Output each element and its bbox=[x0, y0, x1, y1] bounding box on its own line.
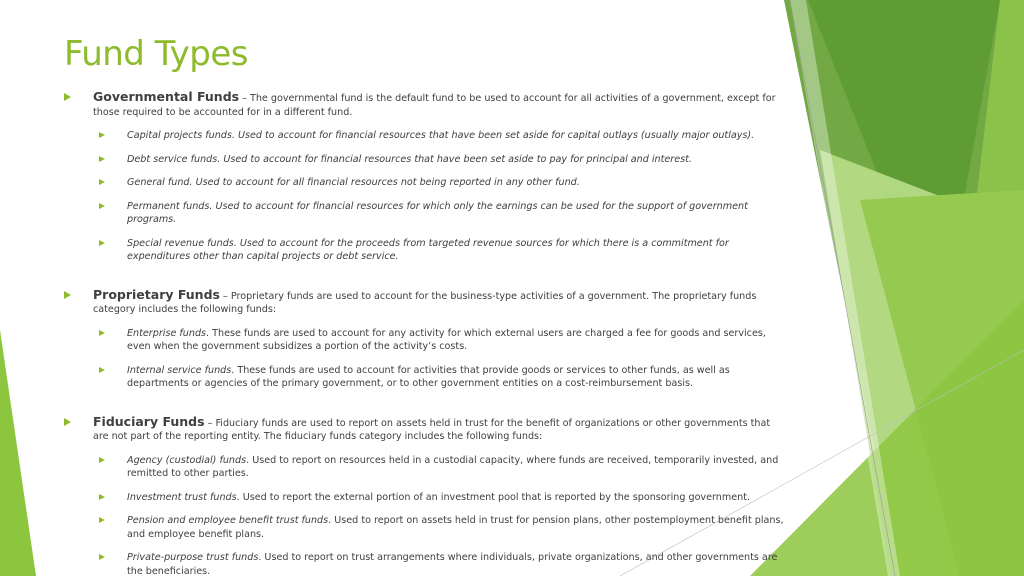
section-governmental bbox=[64, 90, 784, 119]
item-term: Agency (custodial) funds bbox=[127, 454, 247, 466]
list-item bbox=[99, 491, 784, 505]
item-text: . Used to report on resources held in a custodial capacity, where funds are received, temporarily invested, and remitted to other parties. bbox=[127, 454, 779, 479]
bullet-icon bbox=[64, 418, 71, 426]
item-term: Pension and employee benefit trust funds bbox=[127, 515, 329, 526]
item-text: . These funds are used to account for activities that provide goods or services to other funds, as well as departments or agencies of the primary government, or to other government entities on a cost-reimbursement basis. bbox=[127, 364, 730, 389]
section-heading: Proprietary Funds bbox=[93, 286, 220, 302]
bullet-icon bbox=[64, 291, 71, 299]
section-heading: Governmental Funds bbox=[93, 89, 240, 104]
list-item bbox=[99, 129, 784, 143]
list-item bbox=[99, 454, 784, 481]
item-text: . These funds are used to account for any activity for which external users are charged a fee for goods and services, even when the government subsidizes a portion of the activity’s costs. bbox=[127, 327, 766, 352]
sub-bullet-icon bbox=[99, 367, 105, 373]
sub-bullet-icon bbox=[99, 240, 105, 246]
item-text: . Used to report the external portion of an investment pool that is reported by the sponsoring government. bbox=[236, 491, 751, 503]
item-text: . Used to report on assets held in trust for pension plans, other postemployment benefit plans, and employee benefit plans. bbox=[127, 515, 784, 540]
list-item bbox=[99, 200, 784, 227]
list-item bbox=[99, 364, 784, 391]
list-item bbox=[99, 237, 784, 264]
content-body bbox=[64, 90, 784, 576]
section-intro: – Proprietary funds are used to account for the business-type activities of a government. The proprietary funds category includes the following funds: bbox=[93, 290, 757, 315]
list-item bbox=[99, 327, 784, 354]
list-item bbox=[99, 514, 784, 541]
item-term: Special revenue funds. Used to account for the proceeds from targeted revenue sources for which there is a commitment for expenditures other than capital projects or debt service. bbox=[127, 237, 729, 262]
item-term: Internal service funds bbox=[127, 364, 232, 376]
item-term: Debt service funds. Used to account for financial resources that have been set aside to pay for principal and interest. bbox=[127, 153, 692, 165]
section-intro: – Fiduciary funds are used to report on assets held in trust for the benefit of organizations or other governments that are not part of the reporting entity. The fiduciary funds category includes the following funds: bbox=[93, 417, 771, 442]
list-item bbox=[99, 153, 784, 167]
list-item bbox=[99, 176, 784, 190]
sub-bullet-icon bbox=[99, 179, 105, 185]
sub-bullet-icon bbox=[99, 156, 105, 162]
sub-bullet-icon bbox=[99, 494, 105, 500]
facet-bottom-left bbox=[0, 330, 36, 576]
sub-bullet-icon bbox=[99, 517, 105, 523]
slide-title: Fund Types bbox=[64, 34, 248, 74]
item-term: Private-purpose trust funds bbox=[127, 552, 259, 563]
item-term: Enterprise funds bbox=[127, 327, 207, 339]
sub-bullet-icon bbox=[99, 457, 105, 463]
item-text: . Used to report on trust arrangements where individuals, private organizations, and other governments are the beneficiaries. bbox=[127, 552, 778, 576]
sub-bullet-icon bbox=[99, 132, 105, 138]
sub-bullet-icon bbox=[99, 554, 105, 560]
item-term: General fund. Used to account for all financial resources not being reported in any other fund. bbox=[127, 177, 580, 188]
bullet-icon bbox=[64, 93, 71, 101]
sub-bullet-icon bbox=[99, 203, 105, 209]
section-heading: Fiduciary Funds bbox=[93, 413, 205, 429]
list-item bbox=[99, 551, 784, 576]
section-proprietary bbox=[64, 288, 784, 317]
section-fiduciary bbox=[64, 415, 784, 444]
sub-bullet-icon bbox=[99, 330, 105, 336]
item-term: Permanent funds. Used to account for financial resources for which only the earnings can be used for the support of government programs. bbox=[127, 200, 748, 225]
item-term: Capital projects funds. Used to account for financial resources that have been set aside for capital outlays (usually major outlays). bbox=[127, 130, 755, 141]
section-intro: – The governmental fund is the default fund to be used to account for all activities of a government, except for those required to be accounted for in a different fund. bbox=[93, 93, 776, 118]
item-term: Investment trust funds bbox=[127, 491, 237, 503]
